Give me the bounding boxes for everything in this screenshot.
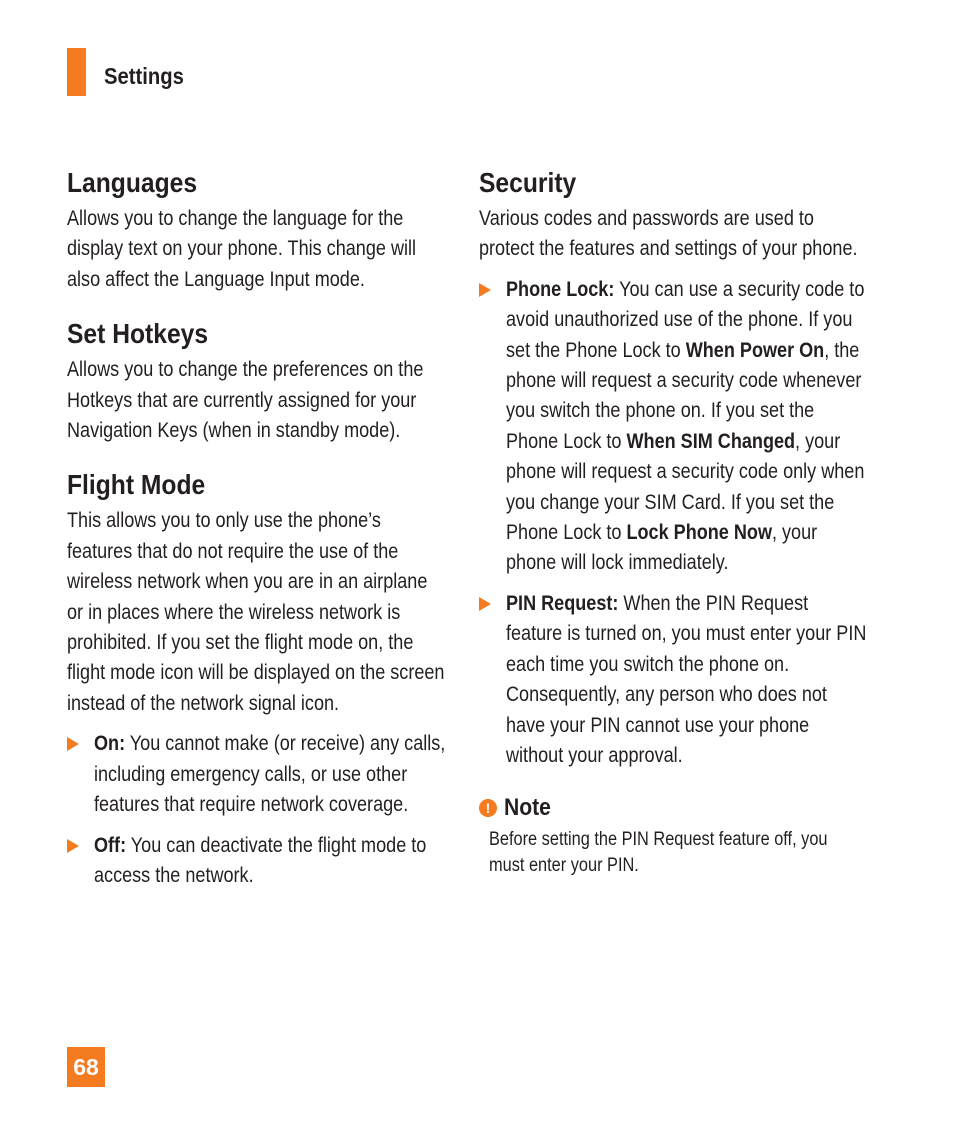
- warning-icon: !: [479, 799, 497, 817]
- note-header: [479, 793, 867, 823]
- phone-lock-desc-4: , your phone will lock immediately.: [506, 521, 818, 575]
- bullet-arrow-icon: [67, 737, 79, 751]
- page-header-title: Settings: [104, 63, 184, 89]
- phone-lock-bullet: [479, 275, 867, 579]
- when-power-on-option: When Power On: [685, 338, 825, 362]
- security-body: Various codes and passwords are used to protect the features and settings of your phone.: [479, 207, 858, 261]
- phone-lock-text: [506, 275, 869, 579]
- bullet-arrow-icon: [67, 839, 79, 853]
- bullet-arrow-icon: [479, 597, 491, 611]
- pin-request-desc: When the PIN Request feature is turned on, you must enter your PIN each time you switch the phone on. Consequently, any person who does not have your PIN cannot use your phone without your approval.: [506, 591, 867, 767]
- note-box: [479, 793, 867, 878]
- right-column: [479, 166, 867, 878]
- flight-mode-heading: Flight Mode: [67, 469, 206, 501]
- flight-off-label: Off:: [94, 833, 127, 857]
- flight-off-bullet: [67, 831, 447, 892]
- note-title: Note: [504, 794, 551, 822]
- when-sim-changed-option: When SIM Changed: [626, 429, 796, 453]
- hotkeys-section: [67, 317, 447, 446]
- header-accent-bar: [67, 48, 86, 96]
- hotkeys-heading: Set Hotkeys: [67, 318, 209, 350]
- languages-section: [67, 166, 447, 295]
- flight-on-label: On:: [94, 732, 126, 756]
- security-section: [479, 166, 867, 771]
- bullet-arrow-icon: [479, 283, 491, 297]
- flight-mode-section: [67, 468, 447, 891]
- left-column: [67, 166, 447, 913]
- flight-off-text: [94, 831, 449, 892]
- note-text: Before setting the PIN Request feature off, you must enter your PIN.: [489, 829, 828, 876]
- phone-lock-desc-3: , your phone will request a security code only when you change your SIM Card. If you set the Phone Lock to: [506, 429, 865, 545]
- pin-request-label: PIN Request:: [506, 591, 619, 615]
- flight-on-bullet: [67, 729, 447, 820]
- flight-off-desc: You can deactivate the flight mode to access the network.: [94, 833, 427, 887]
- page-number: 68: [67, 1047, 105, 1087]
- languages-heading: Languages: [67, 167, 198, 198]
- pin-request-text: [506, 589, 869, 771]
- pin-request-bullet: [479, 589, 867, 771]
- hotkeys-body: Allows you to change the preferences on the Hotkeys that are currently assigned for your Navigation Keys (when in standby mode).: [67, 358, 424, 443]
- phone-lock-desc-1: You can use a security code to avoid unauthorized use of the phone. If you set the Phone Lock to: [506, 277, 865, 362]
- flight-mode-body: This allows you to only use the phone’s features that do not require the use of the wireless network when you are in an airplane or in places where the wireless network is prohibited. If you set the flight mode on, the flight mode icon will be displayed on the screen instead of the network signal icon.: [67, 509, 445, 715]
- flight-on-text: [94, 729, 449, 820]
- flight-on-desc: You cannot make (or receive) any calls, including emergency calls, or use other features that require network coverage.: [94, 732, 446, 817]
- lock-phone-now-option: Lock Phone Now: [626, 521, 772, 545]
- security-heading: Security: [479, 167, 577, 198]
- phone-lock-desc-2: , the phone will request a security code whenever you switch the phone on. If you set the Phone Lock to: [506, 338, 862, 453]
- phone-lock-label: Phone Lock:: [506, 277, 615, 301]
- languages-body: Allows you to change the language for the display text on your phone. This change will also affect the Language Input mode.: [67, 207, 417, 291]
